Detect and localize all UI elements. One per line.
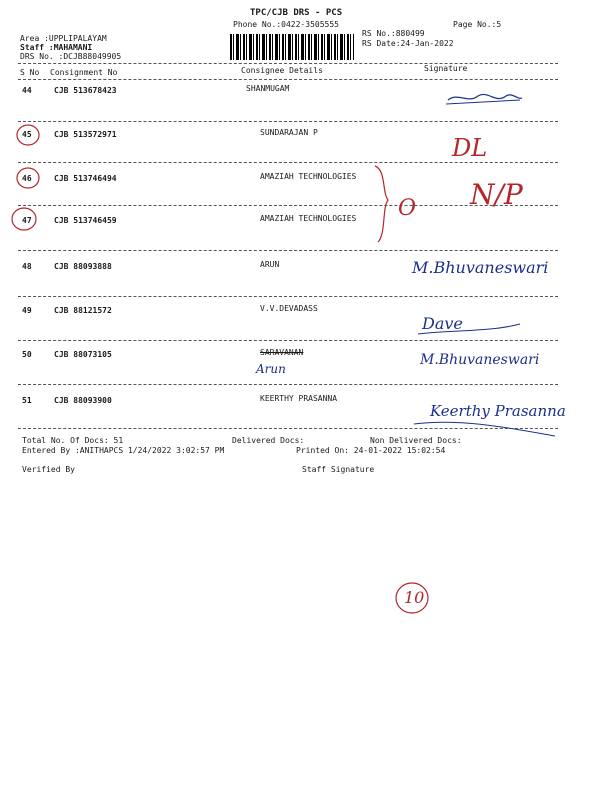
col-signature: Signature <box>424 64 468 73</box>
drs-number: DRS No. :DCJB88049905 <box>20 52 122 61</box>
row-consignee: KEERTHY PRASANNA <box>260 394 338 403</box>
staff-signature-label: Staff Signature <box>302 465 375 474</box>
handwritten-signature-row48: M.Bhuvaneswari <box>412 258 549 277</box>
entered-by: Entered By :ANITHAPCS 1/24/2022 3:02:57 PM <box>22 446 225 455</box>
report-title: TPC/CJB DRS - PCS <box>250 8 343 18</box>
row-sno: 44 <box>22 86 32 95</box>
handwritten-np-mark: N/P <box>470 178 523 211</box>
row-consignment: CJB 88121572 <box>54 306 112 315</box>
row-consignee: SHANMUGAM <box>246 84 290 93</box>
row-sno: 48 <box>22 262 32 271</box>
handwritten-signature-row51: Keerthy Prasanna <box>430 402 566 420</box>
col-consignment: Consignment No <box>50 68 118 77</box>
row-consignment: CJB 88093888 <box>54 262 112 271</box>
rs-number: RS No.:880499 <box>362 29 425 38</box>
row-consignee: V.V.DEVADASS <box>260 304 318 313</box>
row-consignment: CJB 88093900 <box>54 396 112 405</box>
row-consignment: CJB 513746494 <box>54 174 117 183</box>
row-sno: 47 <box>22 216 32 225</box>
row-consignment: CJB 513678423 <box>54 86 117 95</box>
row-consignee: SUNDARAJAN P <box>260 128 318 137</box>
col-sno: S No <box>20 68 40 77</box>
row-consignment: CJB 88073105 <box>54 350 112 359</box>
row-sno: 49 <box>22 306 32 315</box>
delivered-docs: Delivered Docs: <box>232 436 305 445</box>
row-consignee: SARAVANAN <box>260 348 304 357</box>
area-label: Area :UPPLIPALAYAM <box>20 34 107 43</box>
page-number: Page No.:5 <box>453 20 502 29</box>
row-sno: 46 <box>22 174 32 183</box>
handwritten-zero-mark: O <box>398 196 417 221</box>
row-consignee: AMAZIAH TECHNOLOGIES <box>260 172 357 181</box>
printed-on: Printed On: 24-01-2022 15:02:54 <box>296 446 446 455</box>
handwritten-signature-row49: Dave <box>422 314 463 333</box>
handwritten-dl-mark: DL <box>452 134 488 162</box>
phone-number: Phone No.:0422-3505555 <box>233 20 339 29</box>
non-delivered-docs: Non Delivered Docs: <box>370 436 462 445</box>
row-consignee: ARUN <box>260 260 280 269</box>
handwritten-signature-row50: M.Bhuvaneswari <box>420 352 540 368</box>
row-sno: 50 <box>22 350 32 359</box>
handwritten-page-mark: 10 <box>404 588 425 607</box>
total-docs: Total No. Of Docs: 51 <box>22 436 124 445</box>
row-consignment: CJB 513572971 <box>54 130 117 139</box>
row-sno: 51 <box>22 396 32 405</box>
row-sno: 45 <box>22 130 32 139</box>
row-consignment: CJB 513746459 <box>54 216 117 225</box>
verified-by: Verified By <box>22 465 75 474</box>
rs-date: RS Date:24-Jan-2022 <box>362 39 454 48</box>
col-consignee: Consignee Details <box>241 66 323 75</box>
handwritten-name-row50: Arun <box>256 362 286 376</box>
row-consignee: AMAZIAH TECHNOLOGIES <box>260 214 357 223</box>
staff-label: Staff :MAHAMANI <box>20 43 93 52</box>
